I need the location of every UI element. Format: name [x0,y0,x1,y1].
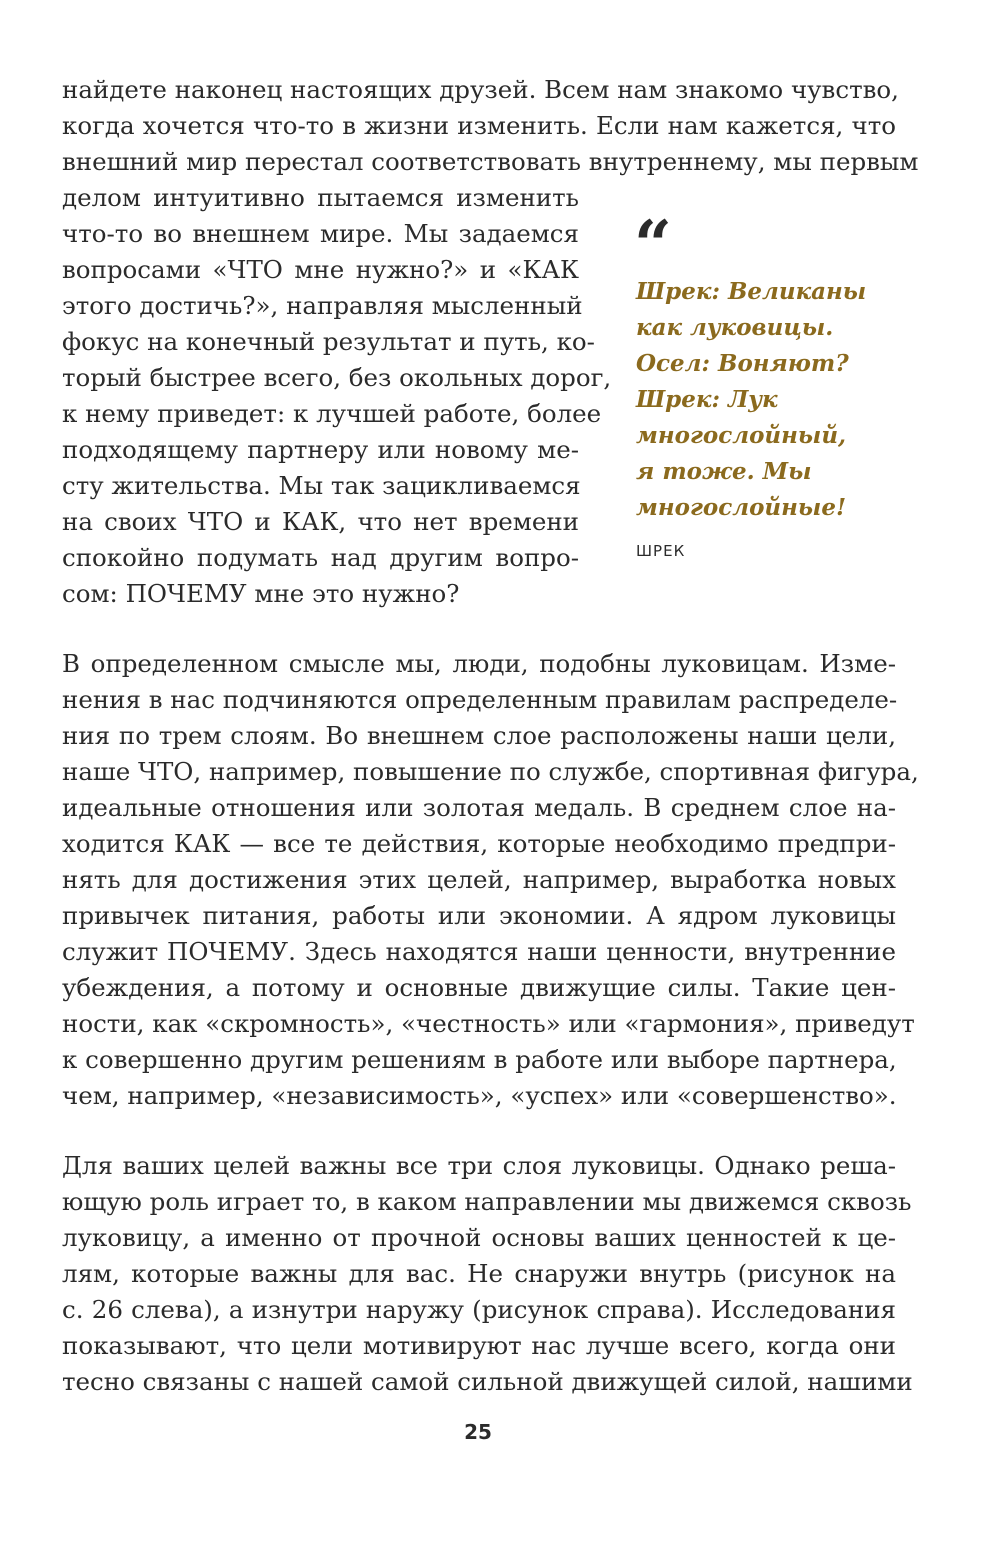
text-line: спокойно подумать над другим вопро- [62,543,579,572]
quote-line: Шрек: Великаны [636,278,867,305]
text-line: нения в нас подчиняются определенным правилам распределе- [62,685,898,714]
text-line: служит ПОЧЕМУ. Здесь находятся наши ценности, внутренние [62,937,896,966]
text-line: нять для достижения этих целей, например, выработка новых [62,865,896,894]
quote-author: ШРЕК [636,542,686,560]
text-line: ющую роль играет то, в каком направлении мы движемся сквозь [62,1187,912,1216]
text-line: чем, например, «независимость», «успех» или «совершенство». [62,1081,897,1110]
text-line: вопросами «ЧТО мне нужно?» и «КАК [62,255,579,284]
text-line: к нему приведет: к лучшей работе, более [62,399,602,428]
text-line: Для ваших целей важны все три слоя луковицы. Однако реша- [62,1151,896,1180]
text-line: торый быстрее всего, без окольных дорог, [62,363,612,392]
text-line: показывают, что цели мотивируют нас лучше всего, когда они [62,1331,896,1360]
text-line: ходится КАК — все те действия, которые необходимо предпри- [62,829,896,858]
text-line: к совершенно другим решениям в работе или выборе партнера, [62,1045,897,1074]
text-line: ния по трем слоям. Во внешнем слое расположены наши цели, [62,721,896,750]
quote-mark-icon: “ [634,206,672,284]
text-line: фокус на конечный результат и путь, ко- [62,327,595,356]
text-line: наше ЧТО, например, повышение по службе, спортивная фигура, [62,757,919,786]
text-line: сту жительства. Мы так зацикливаемся [62,471,581,500]
text-line: убеждения, а потому и основные движущие силы. Такие цен- [62,973,896,1002]
text-line: найдете наконец настоящих друзей. Всем нам знакомо чувство, [62,75,899,104]
text-line: луковицу, а именно от прочной основы ваших ценностей к це- [62,1223,896,1252]
text-line: на своих ЧТО и КАК, что нет времени [62,507,579,536]
quote-line: Шрек: Лук [636,386,778,413]
text-line: привычек питания, работы или экономии. А ядром луковицы [62,901,896,930]
text-line: лям, которые важны для вас. Не снаружи внутрь (рисунок на [62,1259,896,1288]
quote-line: многослойный, [636,422,847,449]
text-line: В определенном смысле мы, люди, подобны луковицам. Изме- [62,649,896,678]
text-line: что-то во внешнем мире. Мы задаемся [62,219,579,248]
quote-line: Осел: Воняют? [636,350,849,377]
text-line: с. 26 слева), а изнутри наружу (рисунок справа). Исследования [62,1295,896,1324]
quote-line: как луковицы. [636,314,834,341]
text-line: подходящему партнеру или новому ме- [62,435,579,464]
text-line: идеальные отношения или золотая медаль. В среднем слое на- [62,793,896,822]
text-line: когда хочется что-то в жизни изменить. Если нам кажется, что [62,111,896,140]
text-line: внешний мир перестал соответствовать внутреннему, мы первым [62,147,919,176]
text-line: этого достичь?», направляя мысленный [62,291,583,320]
text-line: сом: ПОЧЕМУ мне это нужно? [62,579,460,608]
text-line: ности, как «скромность», «честность» или «гармония», приведут [62,1009,915,1038]
page-number: 25 [464,1420,492,1444]
quote-line: многослойные! [636,494,847,521]
text-line: делом интуитивно пытаемся изменить [62,183,579,212]
text-line: тесно связаны с нашей самой сильной движущей силой, нашими [62,1367,913,1396]
quote-line: я тоже. Мы [636,458,812,485]
